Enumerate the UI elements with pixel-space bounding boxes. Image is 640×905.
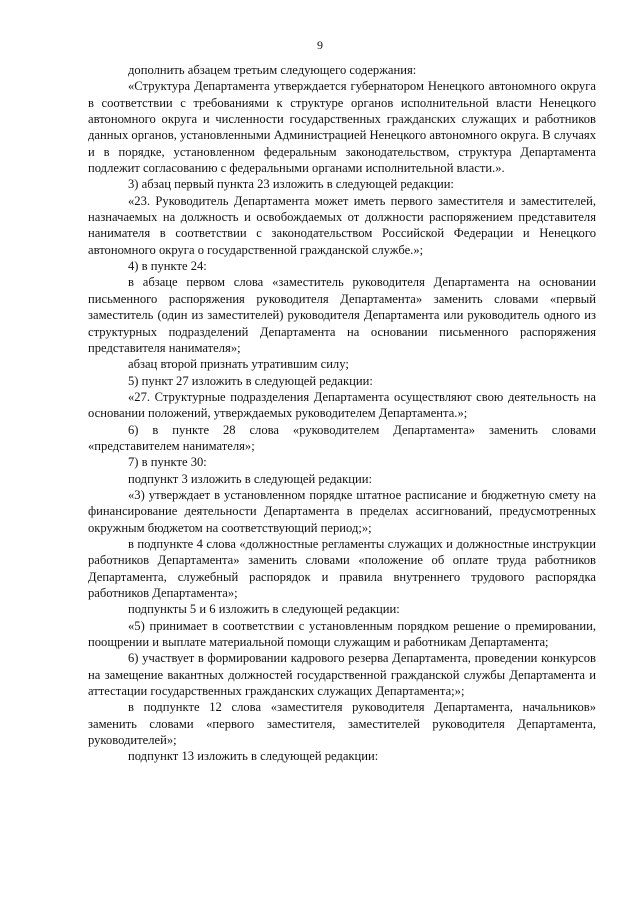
paragraph-16: «5) принимает в соответствии с установленным порядком решение о премировании, поощрении и выплате материальной помощи служащим и работникам Департамента; [88,618,596,650]
paragraph-6: в абзаце первом слова «заместитель руководителя Департамента на основании письменного распоряжения руководителя Департамента» заменить словами «первый заместитель (один из заместителей) руководителя Департамента или руководитель одного из структурных подразделений Департамента на основании письменного распоряжения представителя нанимателя»; [88,275,596,355]
paragraph-19: подпункт 13 изложить в следующей редакции: [128,749,379,764]
paragraph-14: в подпункте 4 слова «должностные регламенты служащих и должностные инструкции работников Департамента» заменить словами «положение об оплате труда работников Департамента, служебный распорядок и правила внутреннего трудового распорядка работников Департамента»; [88,536,596,600]
paragraph-13: «3) утверждает в установленном порядке штатное расписание и бюджетную смету на финансирование деятельности Департамента в пределах ассигнований, предусмотренных окружным бюджетом на соответствующий период;»; [88,487,596,535]
paragraph-17: 6) участвует в формировании кадрового резерва Департамента, проведении конкурсов на замещение вакантных должностей государственной гражданской службы Департамента и аттестации государственных гражданских служащих Департамента;»; [88,651,596,699]
paragraph-9: «27. Структурные подразделения Департамента осуществляют свою деятельность на основании положений, утверждаемых руководителем Департамента.»; [88,389,596,421]
paragraph-5: 4) в пункте 24: [128,259,207,274]
paragraph-10: 6) в пункте 28 слова «руководителем Департамента» заменить словами «представителем нанимателя»; [88,422,596,453]
paragraph-1: дополнить абзацем третьим следующего содержания: [128,63,417,77]
page-number: 9 [317,38,323,52]
paragraph-11: 7) в пункте 30: [128,455,207,470]
paragraph-2: «Структура Департамента утверждается губернатором Ненецкого автономного округа в соответствии с требованиями к структуре органов исполнительной власти Ненецкого автономного округа и численности государственных гражданских служащих и работников данных органов, установленными Администрацией Ненецкого автономного округа. В случаях и в порядке, установленном федеральным законодательством, структура Департамента подлежит согласованию с федеральными органами исполнительной власти.». [88,79,596,176]
paragraph-15: подпункты 5 и 6 изложить в следующей редакции: [128,602,400,617]
paragraph-4: «23. Руководитель Департамента может иметь первого заместителя и заместителей, назначаемых на должность и освобождаемых от должности распоряжением представителя нанимателя в соответствии с законодательством Российской Федерации и Ненецкого автономного округа о государственной гражданской службе.»; [88,193,596,257]
paragraph-3: 3) абзац первый пункта 23 изложить в следующей редакции: [128,177,454,192]
paragraph-18: в подпункте 12 слова «заместителя руководителя Департамента, начальников» заменить словами «первого заместителя, заместителей руководителя Департамента, руководителей»; [88,700,596,748]
paragraph-7: абзац второй признать утратившим силу; [128,357,349,372]
paragraph-12: подпункт 3 изложить в следующей редакции: [128,471,372,486]
paragraph-8: 5) пункт 27 изложить в следующей редакции: [128,373,373,388]
document-body [88,62,596,765]
